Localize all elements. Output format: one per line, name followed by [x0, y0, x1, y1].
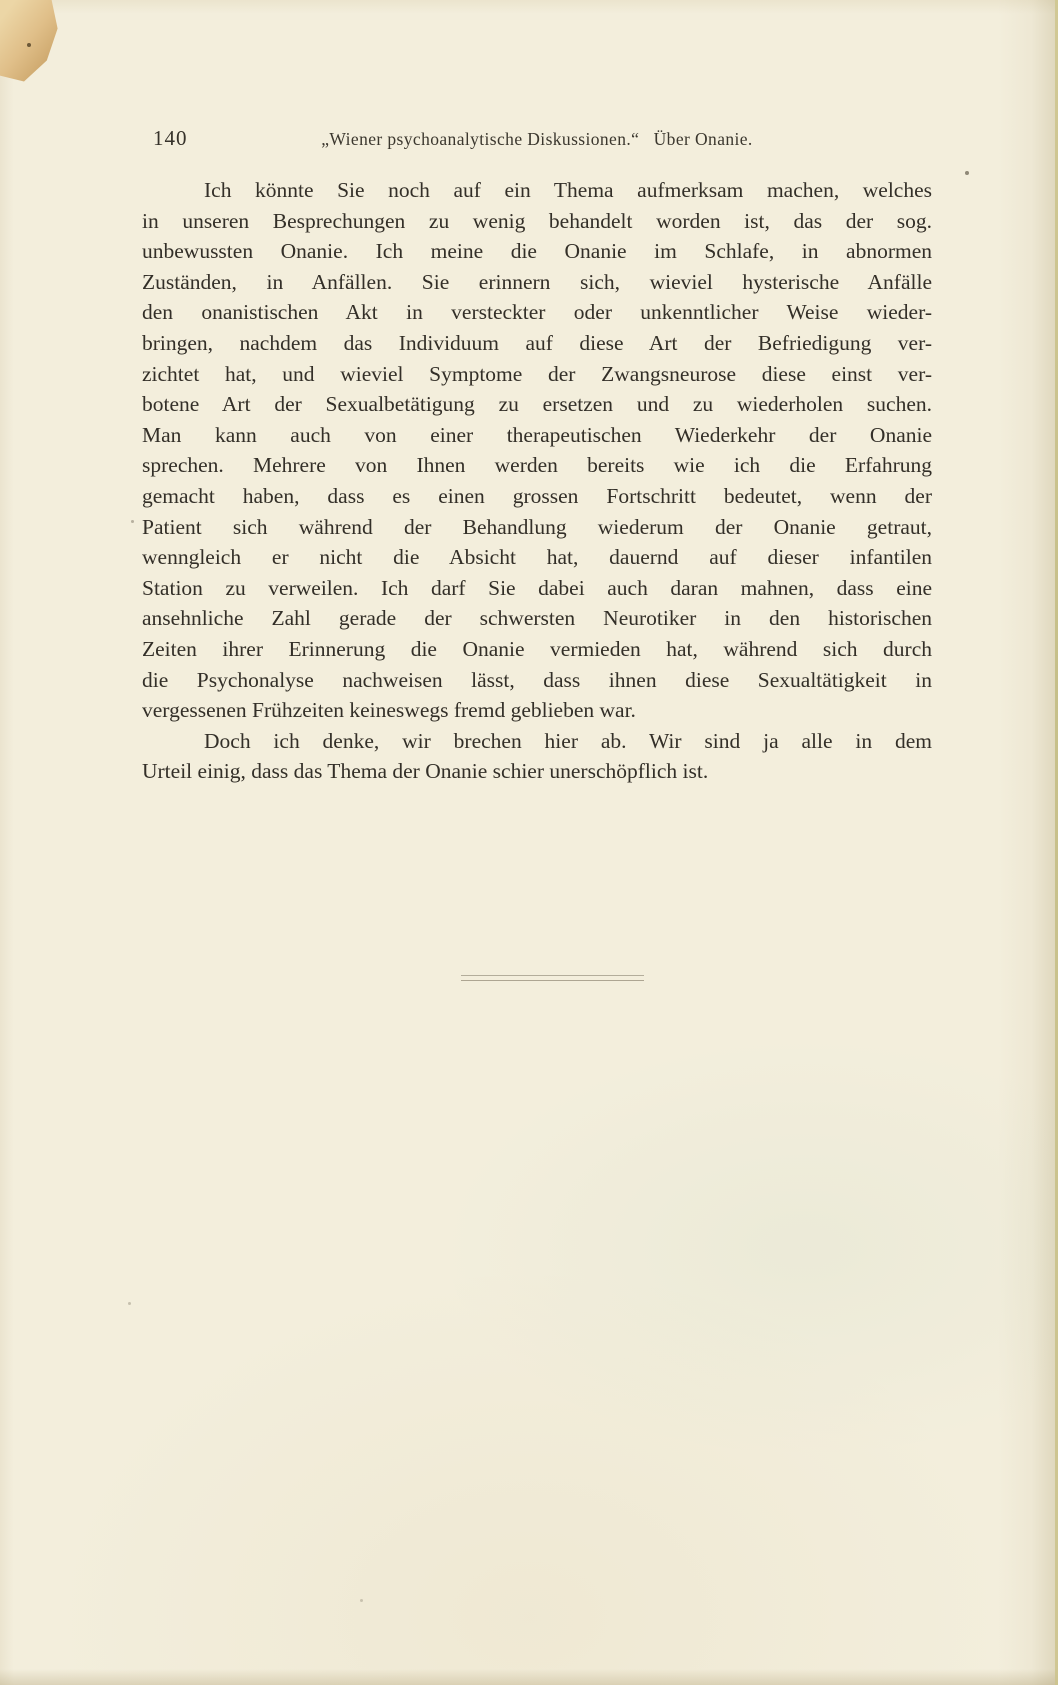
section-divider — [461, 975, 644, 981]
text-line: unbewussten Onanie. Ich meine die Onanie im Schlafe, in abnormen — [142, 239, 932, 264]
text-line: Patient sich während der Behandlung wiederum der Onanie getraut, — [142, 514, 932, 539]
text-line: Man kann auch von einer therapeutischen Wiederkehr der Onanie — [142, 422, 932, 447]
corner-speck — [27, 43, 31, 47]
text-line: den onanistischen Akt in versteckter oder unkenntlicher Weise wieder- — [142, 300, 932, 325]
text-line: bringen, nachdem das Individuum auf diese Art der Befriedigung ver- — [142, 330, 932, 355]
page-number: 140 — [153, 126, 188, 150]
running-header — [142, 126, 932, 154]
text-line: gemacht haben, dass es einen grossen Fortschritt bedeutet, wenn der — [142, 483, 932, 508]
text-line: Ich könnte Sie noch auf ein Thema aufmerksam machen, welches — [204, 178, 932, 202]
text-line: wenngleich er nicht die Absicht hat, dauernd auf dieser infantilen — [142, 545, 932, 570]
body-text — [142, 175, 932, 787]
text-line: botene Art der Sexualbetätigung zu ersetzen und zu wiederholen suchen. — [142, 392, 932, 417]
page-speck — [128, 1302, 131, 1305]
text-line: Doch ich denke, wir brechen hier ab. Wir sind ja alle in dem — [204, 728, 932, 753]
text-line: Station zu verweilen. Ich darf Sie dabei auch daran mahnen, dass eine — [142, 575, 932, 600]
page-speck — [131, 520, 134, 523]
paragraph — [142, 726, 932, 787]
page-speck — [965, 171, 969, 175]
text-line: ansehnliche Zahl gerade der schwersten Neurotiker in den historischen — [142, 606, 932, 631]
text-line: zichtet hat, und wieviel Symptome der Zwangsneurose diese einst ver- — [142, 361, 932, 386]
text-line: in unseren Besprechungen zu wenig behandelt worden ist, das der sog. — [142, 208, 932, 233]
text-line: sprechen. Mehrere von Ihnen werden bereits wie ich die Erfahrung — [142, 453, 932, 478]
page-speck — [360, 1599, 363, 1602]
text-line: Zuständen, in Anfällen. Sie erinnern sich, wieviel hysterische Anfälle — [142, 269, 932, 294]
page-corner-fold — [0, 0, 60, 84]
text-line: Urteil einig, dass das Thema der Onanie schier unerschöpflich ist. — [142, 759, 709, 784]
text-line: vergessenen Frühzeiten keineswegs fremd geblieben war. — [142, 698, 636, 723]
text-line: die Psychonalyse nachweisen lässt, dass ihnen diese Sexualtätigkeit in — [142, 667, 932, 692]
text-line: Zeiten ihrer Erinnerung die Onanie vermieden hat, während sich durch — [142, 636, 932, 661]
running-title: „Wiener psychoanalytische Diskussionen.“ Über Onanie. — [321, 129, 753, 149]
paragraph — [142, 175, 932, 726]
